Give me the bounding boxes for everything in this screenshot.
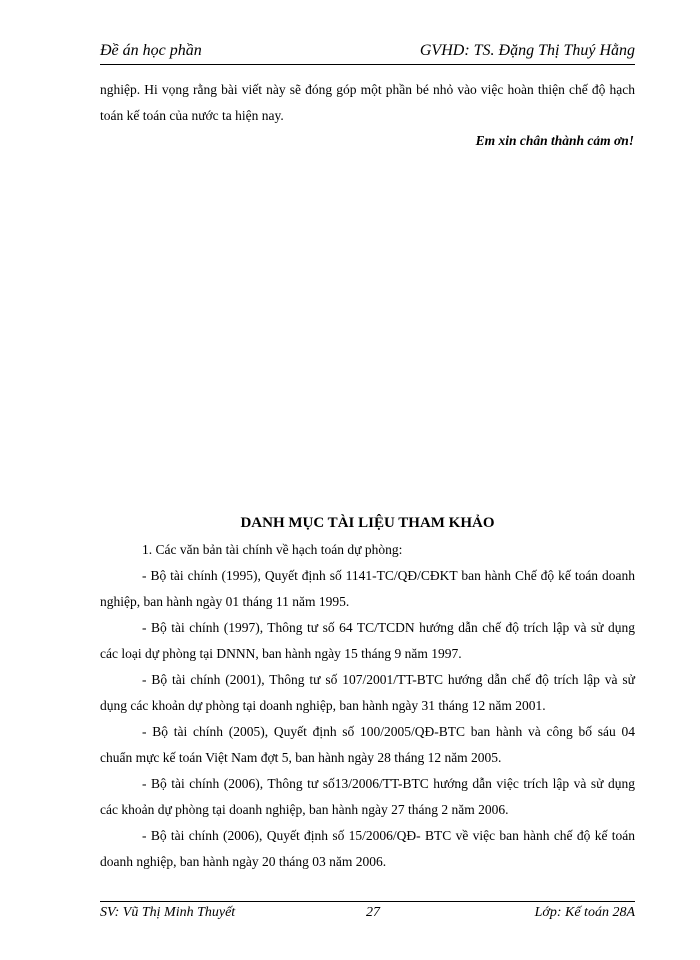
page-footer: [100, 901, 635, 922]
reference-item: - Bộ tài chính (2005), Quyết định số 100/2005/QĐ-BTC ban hành và công bố sáu 04 chuẩn mực kế toán Việt Nam đợt 5, ban hành ngày 28 tháng 12 năm 2005.: [100, 724, 635, 765]
references-list: [100, 537, 635, 875]
reference-item: - Bộ tài chính (1995), Quyết định số 1141-TC/QĐ/CĐKT ban hành Chế độ kế toán doanh nghiệp, ban hành ngày 01 tháng 11 năm 1995.: [100, 568, 635, 609]
footer-page-number: 27: [366, 905, 380, 920]
reference-item: - Bộ tài chính (2006), Quyết định số 15/2006/QĐ- BTC về việc ban hành chế độ kế toán doanh nghiệp, ban hành ngày 20 tháng 03 năm 2006.: [100, 828, 635, 869]
reference-item: - Bộ tài chính (1997), Thông tư số 64 TC/TCDN hướng dẫn chế độ trích lập và sử dụng các loại dự phòng tại DNNN, ban hành ngày 15 tháng 9 năm 1997.: [100, 620, 635, 661]
references-title: DANH MỤC TÀI LIỆU THAM KHẢO: [240, 515, 495, 531]
reference-item: - Bộ tài chính (2006), Thông tư số13/2006/TT-BTC hướng dẫn việc trích lập và sử dụng các khoản dự phòng tại doanh nghiệp, ban hành ngày 27 tháng 2 năm 2006.: [100, 776, 635, 817]
references-intro: 1. Các văn bản tài chính về hạch toán dự phòng:: [142, 542, 403, 557]
page-header: [100, 40, 635, 65]
footer-class-name: Lớp: Kế toán 28A: [534, 905, 635, 920]
signoff-text: Em xin chân thành cảm ơn!: [475, 133, 634, 148]
header-course-title: Đề án học phần: [100, 42, 202, 59]
header-supervisor: GVHD: TS. Đặng Thị Thuý Hằng: [419, 42, 635, 59]
intro-paragraph: nghiệp. Hi vọng rằng bài viết này sẽ đóng góp một phần bé nhỏ vào việc hoàn thiện chế độ hạch toán kế toán của nước ta hiện nay.: [100, 82, 635, 123]
reference-item: - Bộ tài chính (2001), Thông tư số 107/2001/TT-BTC hướng dẫn chế độ trích lập và sử dụng các khoản dự phòng tại doanh nghiệp, ban hành ngày 31 tháng 12 năm 2001.: [100, 672, 635, 713]
footer-student-name: SV: Vũ Thị Minh Thuyết: [100, 905, 236, 920]
